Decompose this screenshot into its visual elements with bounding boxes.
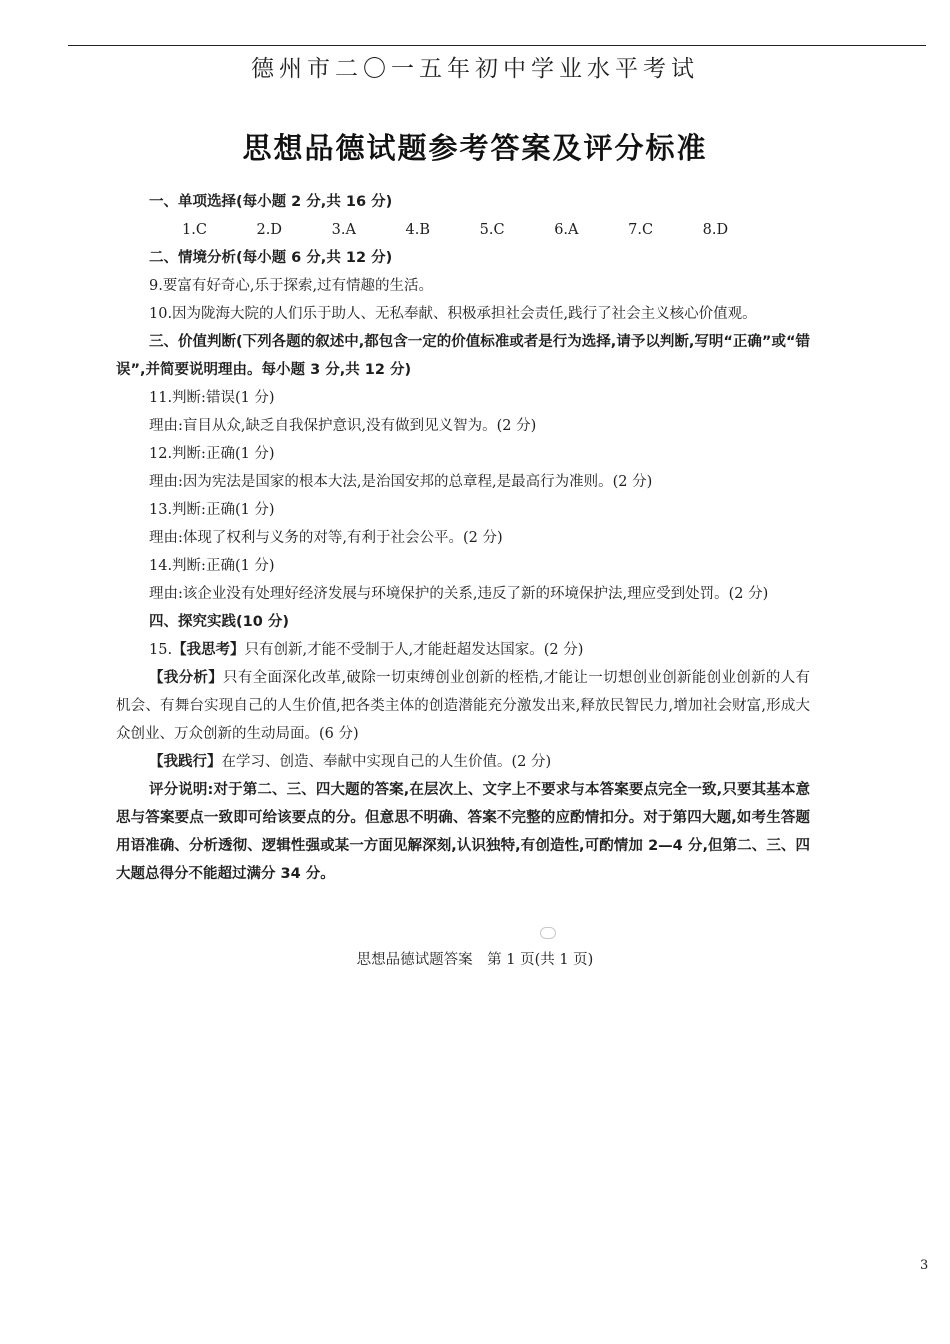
watermark bbox=[540, 925, 559, 939]
answer-q9: 9.要富有好奇心,乐于探索,过有情趣的生活。 bbox=[149, 278, 434, 294]
q11-reason: 理由:盲目从众,缺乏自我保护意识,没有做到见义智为。(2 分) bbox=[149, 418, 537, 434]
q15-think bbox=[116, 636, 810, 664]
answer-2: 2.D bbox=[256, 222, 283, 238]
section-1-heading: 一、单项选择(每小题 2 分,共 16 分) bbox=[149, 194, 393, 210]
chat-bubble-icon bbox=[540, 927, 556, 939]
answer-6: 6.A bbox=[554, 222, 579, 238]
grading-notes: 评分说明:对于第二、三、四大题的答案,在层次上、文字上不要求与本答案要点完全一致,只要其基本意思与答案要点一致即可给该要点的分。但意思不明确、答案不完整的应酌情扣分。对于第四大题,如考生答题用语准确、分析透彻、逻辑性强或某一方面见解深刻,认识独特,有创造性,可酌情加 2—4 分,但第二、三、四大题总得分不能超过满分 34 分。 bbox=[116, 782, 810, 882]
answer-body bbox=[116, 188, 810, 888]
analyze-text: 只有全面深化改革,破除一切束缚创业创新的桎梏,才能让一切想创业创新能创业创新的人有机会、有舞台实现自己的人生价值,把各类主体的创造潜能充分激发出来,释放民智民力,增加社会财富,形成大众创业、万众创新的生动局面。(6 分) bbox=[116, 670, 810, 742]
practice-tag: 【我践行】 bbox=[149, 754, 222, 770]
q13-reason: 理由:体现了权利与义务的对等,有利于社会公平。(2 分) bbox=[149, 530, 503, 546]
q11-judgement: 11.判断:错误(1 分) bbox=[149, 390, 275, 406]
document-title: 思想品德试题参考答案及评分标准 bbox=[242, 131, 708, 165]
header-rule bbox=[68, 45, 926, 46]
analyze-tag: 【我分析】 bbox=[149, 670, 224, 686]
q15-analyze bbox=[116, 664, 810, 748]
answer-4: 4.B bbox=[405, 222, 431, 238]
answer-1: 1.C bbox=[182, 222, 207, 238]
practice-text: 在学习、创造、奉献中实现自己的人生价值。(2 分) bbox=[221, 754, 552, 770]
answer-5: 5.C bbox=[479, 222, 505, 238]
think-text: 只有创新,才能不受制于人,才能赶超发达国家。(2 分) bbox=[244, 642, 584, 658]
answer-7: 7.C bbox=[628, 222, 654, 238]
think-tag: 【我思考】 bbox=[172, 642, 245, 658]
q15-number: 15. bbox=[149, 642, 173, 658]
choice-answers bbox=[116, 216, 810, 244]
q12-judgement: 12.判断:正确(1 分) bbox=[149, 446, 275, 462]
section-4-heading: 四、探究实践(10 分) bbox=[149, 614, 289, 630]
answer-8: 8.D bbox=[702, 222, 729, 238]
section-3-heading: 三、价值判断(下列各题的叙述中,都包含一定的价值标准或者是行为选择,请予以判断,写明“正确”或“错误”,并简要说明理由。每小题 3 分,共 12 分) bbox=[116, 334, 810, 378]
page-number: 3 bbox=[920, 1258, 929, 1273]
q15-practice bbox=[116, 748, 810, 776]
answer-q10: 10.因为陇海大院的人们乐于助人、无私奉献、积极承担社会责任,践行了社会主义核心价值观。 bbox=[149, 306, 757, 322]
section-2-heading: 二、情境分析(每小题 6 分,共 12 分) bbox=[149, 250, 393, 266]
answer-3: 3.A bbox=[331, 222, 356, 238]
page-footer: 思想品德试题答案 第 1 页(共 1 页) bbox=[356, 952, 594, 968]
q13-judgement: 13.判断:正确(1 分) bbox=[149, 502, 275, 518]
q14-reason: 理由:该企业没有处理好经济发展与环境保护的关系,违反了新的环境保护法,理应受到处罚。(2 分) bbox=[149, 586, 769, 602]
q14-judgement: 14.判断:正确(1 分) bbox=[149, 558, 275, 574]
q12-reason: 理由:因为宪法是国家的根本大法,是治国安邦的总章程,是最高行为准则。(2 分) bbox=[149, 474, 653, 490]
exam-header: 德州市二〇一五年初中学业水平考试 bbox=[251, 56, 699, 82]
